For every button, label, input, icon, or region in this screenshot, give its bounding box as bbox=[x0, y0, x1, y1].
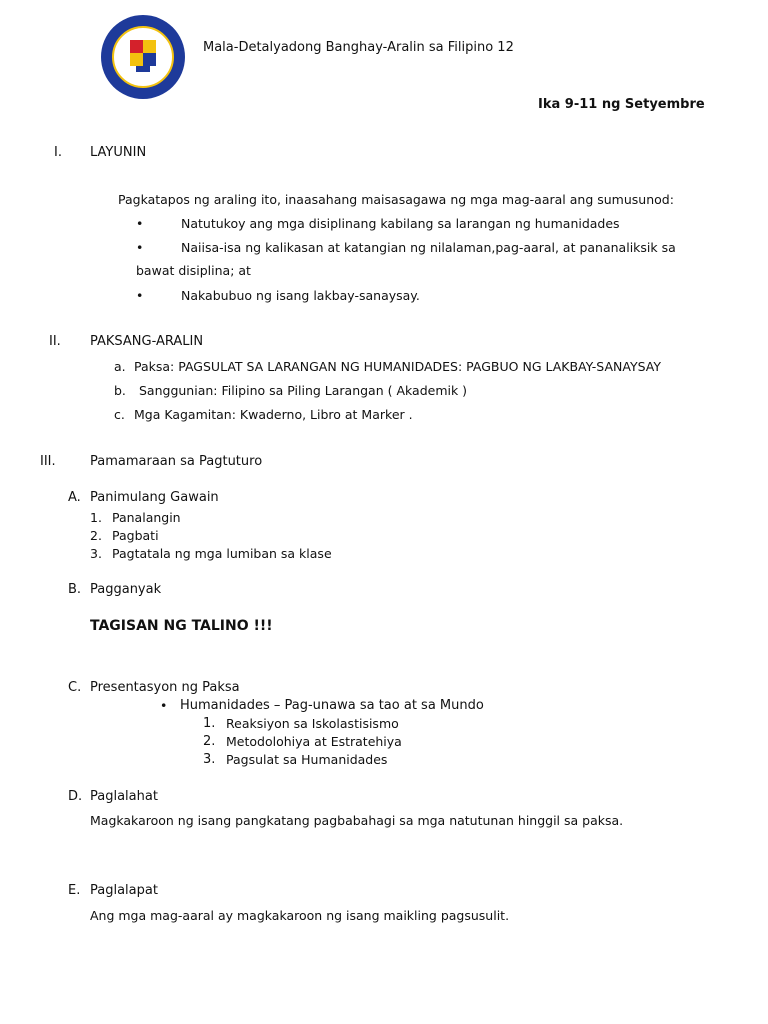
bullet-glyph: • bbox=[136, 288, 144, 303]
item-number: 3. bbox=[203, 752, 216, 767]
activity-item: Pagbati bbox=[112, 528, 159, 543]
section1-title: LAYUNIN bbox=[90, 145, 147, 160]
part-b-title: Pagganyak bbox=[90, 582, 162, 597]
section3-numeral: III. bbox=[40, 454, 56, 469]
subtopic: Metodolohiya at Estratehiya bbox=[226, 734, 402, 749]
part-e-title: Paglalapat bbox=[90, 883, 158, 898]
motivation-activity: TAGISAN NG TALINO !!! bbox=[90, 618, 273, 634]
bullet-glyph: • bbox=[160, 698, 168, 713]
item-number: 1. bbox=[90, 510, 102, 525]
section1-intro: Pagkatapos ng araling ito, inaasahang maisasagawa ng mga mag-aaral ang sumusunod: bbox=[118, 192, 674, 207]
section2-numeral: II. bbox=[49, 334, 61, 349]
activity-item: Panalangin bbox=[112, 510, 181, 525]
part-d-title: Paglalahat bbox=[90, 789, 158, 804]
item-label: a. bbox=[114, 359, 126, 374]
section1-numeral: I. bbox=[54, 145, 62, 160]
lesson-date: Ika 9-11 ng Setyembre bbox=[538, 97, 705, 112]
part-d-label: D. bbox=[68, 789, 83, 804]
presentation-topic: Humanidades – Pag-unawa sa tao at sa Mundo bbox=[180, 698, 484, 713]
objective-1: Natutukoy ang mga disiplinang kabilang sa larangan ng humanidades bbox=[181, 216, 620, 231]
subtopic: Pagsulat sa Humanidades bbox=[226, 752, 388, 767]
topic-reference: Sanggunian: Filipino sa Piling Larangan ( Akademik ) bbox=[139, 383, 468, 398]
item-number: 3. bbox=[90, 546, 102, 561]
item-label: c. bbox=[114, 407, 125, 422]
bullet-glyph: • bbox=[136, 240, 144, 255]
application-text: Ang mga mag-aaral ay magkakaroon ng isang maikling pagsusulit. bbox=[90, 908, 510, 923]
school-seal-logo bbox=[100, 14, 186, 100]
part-b-label: B. bbox=[68, 582, 82, 597]
part-a-label: A. bbox=[68, 490, 81, 505]
bullet-glyph: • bbox=[136, 216, 144, 231]
item-label: b. bbox=[114, 383, 126, 398]
section2-title: PAKSANG-ARALIN bbox=[90, 334, 204, 349]
activity-item: Pagtatala ng mga lumiban sa klase bbox=[112, 546, 332, 561]
part-a-title: Panimulang Gawain bbox=[90, 490, 219, 505]
item-number: 2. bbox=[203, 734, 216, 749]
topic-subject: Paksa: PAGSULAT SA LARANGAN NG HUMANIDADES: PAGBUO NG LAKBAY-SANAYSAY bbox=[134, 359, 661, 374]
part-c-label: C. bbox=[68, 680, 82, 695]
item-number: 2. bbox=[90, 528, 102, 543]
topic-materials: Mga Kagamitan: Kwaderno, Libro at Marker . bbox=[134, 407, 413, 422]
generalization-text: Magkakaroon ng isang pangkatang pagbabahagi sa mga natutunan hinggil sa paksa. bbox=[90, 813, 624, 828]
objective-2-continued: bawat disiplina; at bbox=[136, 263, 251, 278]
item-number: 1. bbox=[203, 716, 216, 731]
document-title: Mala-Detalyadong Banghay-Aralin sa Filipino 12 bbox=[203, 40, 514, 55]
subtopic: Reaksiyon sa Iskolastisismo bbox=[226, 716, 399, 731]
part-c-title: Presentasyon ng Paksa bbox=[90, 680, 240, 695]
objective-2: Naiisa-isa ng kalikasan at katangian ng nilalaman,pag-aaral, at pananaliksik sa bbox=[181, 240, 676, 255]
part-e-label: E. bbox=[68, 883, 81, 898]
section3-title: Pamamaraan sa Pagtuturo bbox=[90, 454, 263, 469]
objective-3: Nakabubuo ng isang lakbay-sanaysay. bbox=[181, 288, 420, 303]
